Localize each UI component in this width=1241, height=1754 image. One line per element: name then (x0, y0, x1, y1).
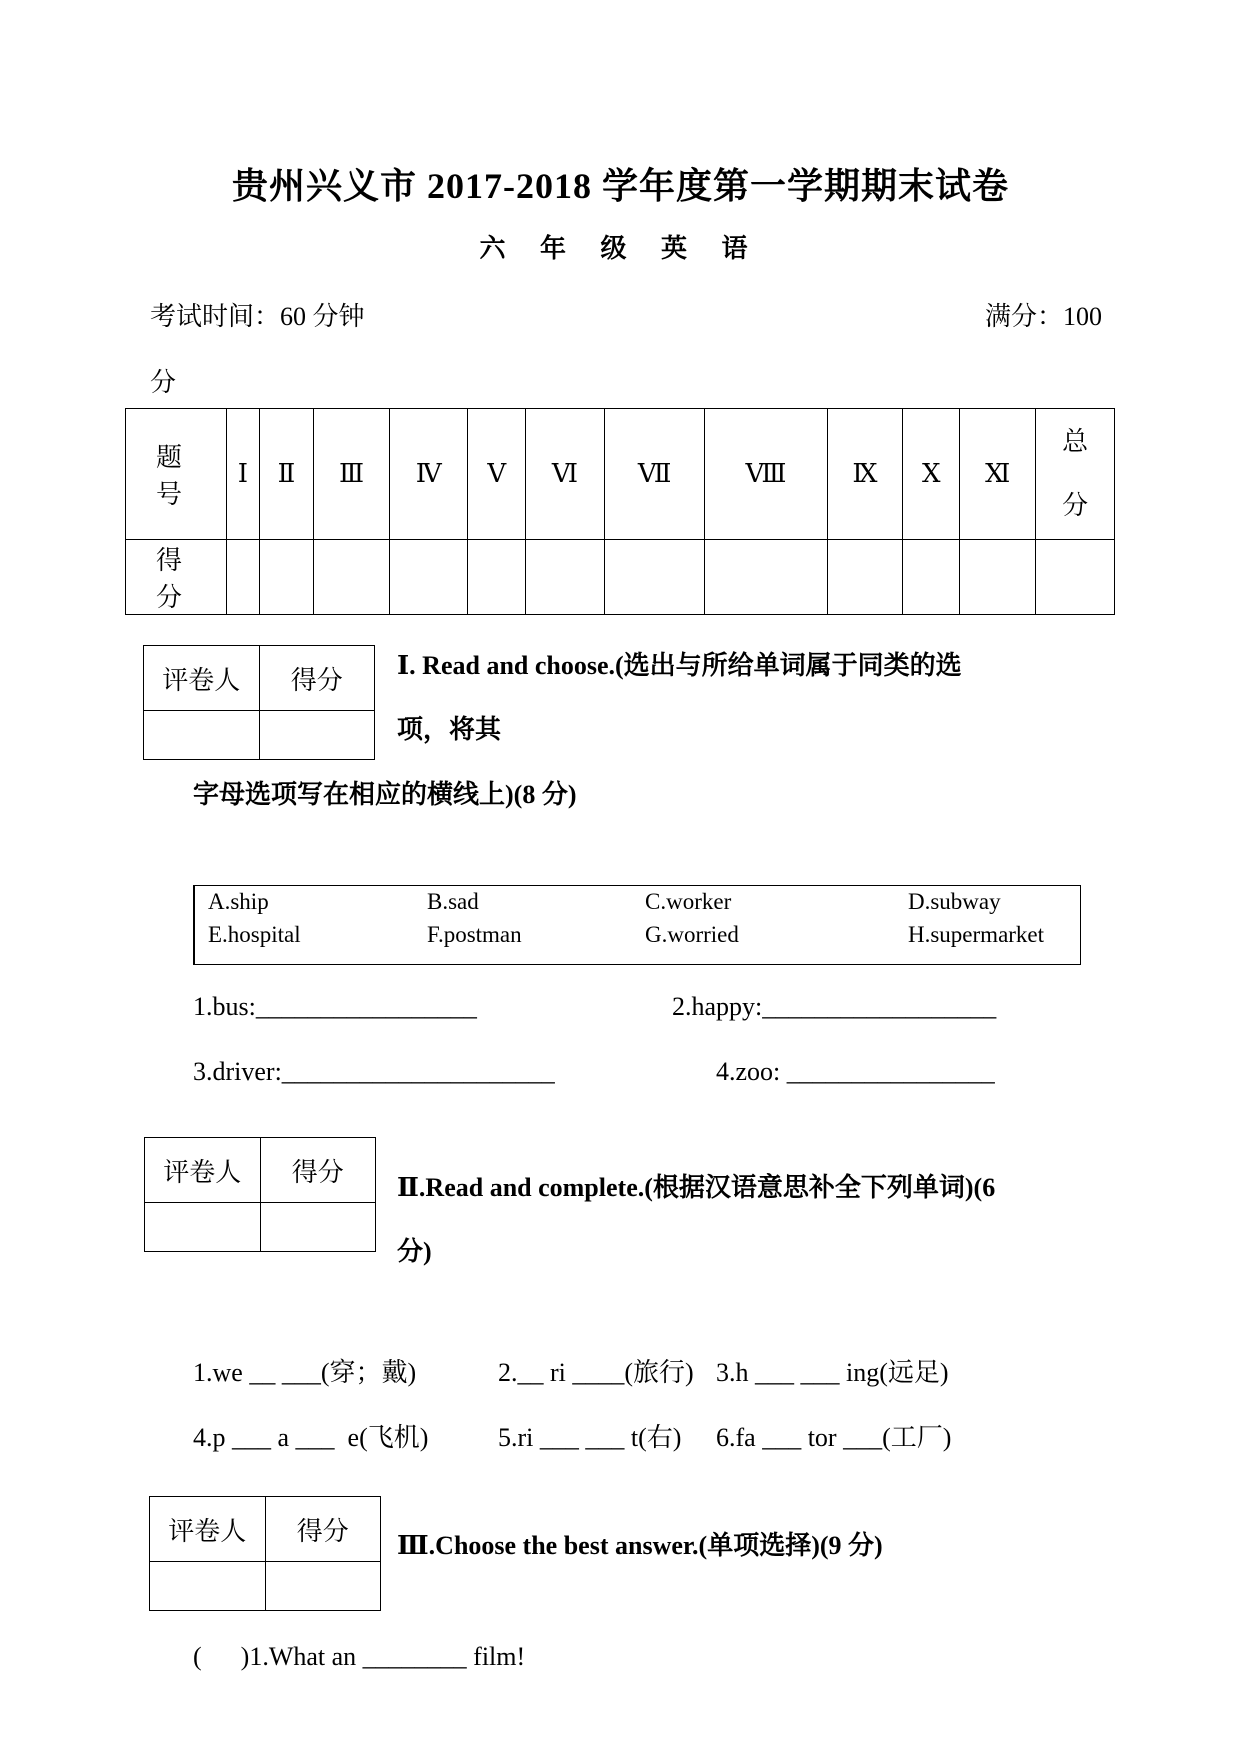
section1-heading-line2: 项，将其 (397, 715, 502, 744)
score-cell[interactable] (259, 540, 313, 615)
score-cell[interactable] (314, 540, 390, 615)
grader-cell[interactable] (150, 1562, 266, 1611)
section2-question-1[interactable]: 1.we __ ___(穿；戴) (193, 1358, 417, 1387)
option-f: F.postman (427, 922, 522, 947)
option-b: B.sad (427, 889, 479, 914)
total-label-bottom: 分 (1062, 491, 1089, 520)
col-header-11: Ⅺ (960, 409, 1036, 540)
exam-time: 考试时间：60 分钟 (150, 302, 365, 331)
col-header-2: Ⅱ (259, 409, 313, 540)
grader-box-section1 (143, 645, 375, 760)
score-cell[interactable] (468, 540, 526, 615)
grader-box-section2 (144, 1137, 376, 1252)
section1-heading-line1: Ⅰ. Read and choose.(选出与所给单词属于同类的选 (397, 651, 962, 680)
score-cell[interactable] (525, 540, 604, 615)
section2-question-2[interactable]: 2.__ ri ____(旅行) (498, 1358, 694, 1387)
col-header-1: Ⅰ (227, 409, 260, 540)
full-score: 满分：100 (985, 302, 1103, 331)
option-d: D.subway (908, 889, 1001, 914)
grader-label: 评卷人 (150, 1497, 266, 1562)
grader-cell[interactable] (144, 711, 260, 760)
total-label-top: 总 (1062, 427, 1089, 456)
full-score-unit: 分 (150, 368, 177, 397)
section1-question-3[interactable]: 3.driver:_____________________ (193, 1057, 555, 1086)
option-c: C.worker (645, 889, 732, 914)
section2-question-5[interactable]: 5.ri ___ ___ t(右) (498, 1423, 682, 1452)
section1-heading-line3: 字母选项写在相应的横线上)(8 分) (193, 780, 577, 809)
score-table-header-row (126, 409, 1115, 540)
section1-question-2[interactable]: 2.happy:__________________ (672, 992, 997, 1021)
score-cell[interactable] (227, 540, 260, 615)
col-header-6: Ⅵ (525, 409, 604, 540)
col-header-total (1036, 409, 1115, 540)
option-a: A.ship (208, 889, 269, 914)
section1-question-4[interactable]: 4.zoo: ________________ (716, 1057, 995, 1086)
score-table-score-row (126, 540, 1115, 615)
score-cell[interactable] (389, 540, 467, 615)
col-header-7: Ⅶ (604, 409, 705, 540)
section3-question-1[interactable]: ( )1.What an ________ film! (193, 1642, 526, 1671)
section2-question-4[interactable]: 4.p ___ a ___ e(飞机) (193, 1423, 429, 1452)
score-cell[interactable] (705, 540, 827, 615)
row-label-question-number: 题 号 (126, 409, 227, 540)
section2-question-3[interactable]: 3.h ___ ___ ing(远足) (716, 1358, 949, 1387)
row-label-score: 得 分 (126, 540, 227, 615)
option-h: H.supermarket (908, 922, 1045, 947)
grader-box-section3 (149, 1496, 381, 1611)
option-g: G.worried (645, 922, 739, 947)
grader-score-label: 得分 (265, 1497, 381, 1562)
section2-question-6[interactable]: 6.fa ___ tor ___(工厂) (716, 1423, 952, 1452)
grader-score-cell[interactable] (265, 1562, 381, 1611)
grader-cell[interactable] (145, 1203, 261, 1252)
grader-score-label: 得分 (259, 646, 375, 711)
grader-label: 评卷人 (144, 646, 260, 711)
section3-heading: Ⅲ.Choose the best answer.(单项选择)(9 分) (397, 1531, 883, 1560)
option-e: E.hospital (208, 922, 301, 947)
col-header-8: Ⅷ (705, 409, 827, 540)
section2-heading-line1: Ⅱ.Read and complete.(根据汉语意思补全下列单词)(6 (397, 1173, 996, 1202)
section1-question-1[interactable]: 1.bus:_________________ (193, 992, 477, 1021)
col-header-3: Ⅲ (314, 409, 390, 540)
score-cell[interactable] (604, 540, 705, 615)
section2-heading-line2: 分) (397, 1237, 432, 1266)
grader-score-cell[interactable] (260, 1203, 376, 1252)
grader-score-label: 得分 (260, 1138, 376, 1203)
page-subtitle: 六 年 级 英 语 (479, 234, 762, 263)
col-header-10: Ⅹ (903, 409, 960, 540)
page-title: 贵州兴义市 2017-2018 学年度第一学期期末试卷 (232, 166, 1009, 206)
col-header-4: Ⅳ (389, 409, 467, 540)
score-cell[interactable] (960, 540, 1036, 615)
score-cell[interactable] (827, 540, 903, 615)
score-table (125, 408, 1115, 615)
grader-score-cell[interactable] (259, 711, 375, 760)
grader-label: 评卷人 (145, 1138, 261, 1203)
score-cell[interactable] (903, 540, 960, 615)
col-header-5: Ⅴ (468, 409, 526, 540)
score-cell-total[interactable] (1036, 540, 1115, 615)
col-header-9: Ⅸ (827, 409, 903, 540)
